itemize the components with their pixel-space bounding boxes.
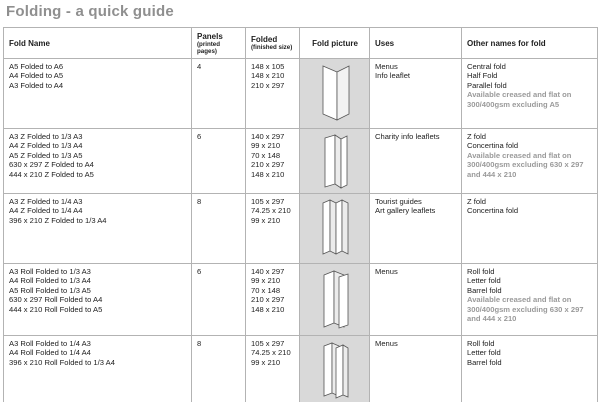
panels-cell: 6 xyxy=(192,129,246,194)
uses-cell xyxy=(370,59,462,129)
fold-name: A3 Roll Folded to 1/4 A3 xyxy=(9,339,91,348)
folded-size: 210 x 297 xyxy=(251,295,285,305)
table-row xyxy=(4,59,598,129)
other-names-cell xyxy=(462,59,598,129)
uses-cell xyxy=(370,194,462,264)
header-folded xyxy=(246,28,300,59)
header-panels-label: Panels xyxy=(197,31,223,41)
fold-name: A4 Roll Folded to 1/4 A4 xyxy=(9,348,91,358)
fold-name: 444 x 210 Roll Folded to A5 xyxy=(9,304,103,314)
folded-size: 148 x 210 xyxy=(251,71,285,81)
use-item: Art gallery leaflets xyxy=(375,206,436,216)
use-item: Info leaflet xyxy=(375,71,411,81)
other-name: Barrel fold xyxy=(467,357,502,367)
other-name: Parallel fold xyxy=(467,80,507,90)
fold-name: A3 Roll Folded to 1/3 A3 xyxy=(9,267,91,276)
z-fold-icon xyxy=(315,132,355,190)
table-row xyxy=(4,336,598,402)
fold-picture-cell xyxy=(300,194,370,264)
other-name: Central fold xyxy=(467,62,506,71)
fold-name: 396 x 210 Roll Folded to 1/3 A4 xyxy=(9,357,115,367)
fold-name: A5 Roll Folded to 1/3 A5 xyxy=(9,285,91,295)
panels-cell: 6 xyxy=(192,264,246,336)
folded-size: 99 x 210 xyxy=(251,215,281,225)
header-folded-sub: (finished size) xyxy=(251,44,293,51)
other-name: Z fold xyxy=(467,197,486,206)
use-item: Tourist guides xyxy=(375,197,422,206)
page-title: Folding - a quick guide xyxy=(6,3,174,20)
fold-name: A3 Z Folded to 1/4 A3 xyxy=(9,197,83,206)
table-row xyxy=(4,264,598,336)
table-row xyxy=(4,129,598,194)
folded-size: 74.25 x 210 xyxy=(251,206,291,216)
folded-size: 70 x 148 xyxy=(251,150,281,160)
header-uses: Uses xyxy=(370,28,462,59)
fold-name-cell xyxy=(4,336,192,402)
header-panels-sub: (printed pages) xyxy=(197,40,221,55)
other-names-cell xyxy=(462,194,598,264)
fold-name: A4 Folded to A5 xyxy=(9,71,64,81)
header-other-names: Other names for fold xyxy=(462,28,598,59)
folded-size-cell xyxy=(246,129,300,194)
use-item: Menus xyxy=(375,62,398,71)
header-fold-name: Fold Name xyxy=(4,28,192,59)
fold-picture-cell xyxy=(300,264,370,336)
fold-name: A4 Roll Folded to 1/3 A4 xyxy=(9,276,91,286)
panels-cell: 4 xyxy=(192,59,246,129)
header-row xyxy=(4,28,598,59)
availability-note: Available creased and flat on 300/400gsm excluding A5 xyxy=(467,90,572,109)
roll-fold-icon xyxy=(315,267,355,329)
other-names-cell xyxy=(462,264,598,336)
concertina-fold-icon xyxy=(315,197,355,259)
fold-name: 444 x 210 Z Folded to A5 xyxy=(9,169,94,179)
folded-size: 99 x 210 xyxy=(251,141,281,151)
fold-picture-cell xyxy=(300,336,370,402)
folded-size: 105 x 297 xyxy=(251,197,285,206)
fold-name: A4 Z Folded to 1/3 A4 xyxy=(9,141,83,151)
roll-fold-4-panel-icon xyxy=(315,339,355,399)
panels-cell: 8 xyxy=(192,194,246,264)
use-item: Charity info leaflets xyxy=(375,132,440,141)
fold-name: A3 Folded to A4 xyxy=(9,80,64,90)
folded-size: 99 x 210 xyxy=(251,357,281,367)
other-name: Roll fold xyxy=(467,339,495,348)
other-name: Concertina fold xyxy=(467,141,519,151)
fold-name: A4 Z Folded to 1/4 A4 xyxy=(9,206,83,216)
other-name: Half Fold xyxy=(467,71,498,81)
folded-size: 148 x 210 xyxy=(251,304,285,314)
folded-size: 74.25 x 210 xyxy=(251,348,291,358)
folded-size-cell xyxy=(246,264,300,336)
folded-size: 99 x 210 xyxy=(251,276,281,286)
folded-size: 148 x 210 xyxy=(251,169,285,179)
fold-picture-cell xyxy=(300,59,370,129)
other-names-cell xyxy=(462,336,598,402)
availability-note: Available creased and flat on 300/400gsm excluding 630 x 297 and 444 x 210 xyxy=(467,150,584,179)
fold-name: A5 Folded to A6 xyxy=(9,62,64,71)
folded-size: 210 x 297 xyxy=(251,80,285,90)
folded-size-cell xyxy=(246,336,300,402)
uses-cell xyxy=(370,129,462,194)
folded-size-cell xyxy=(246,194,300,264)
folded-size: 105 x 297 xyxy=(251,339,285,348)
other-name: Concertina fold xyxy=(467,206,519,216)
folded-size: 70 x 148 xyxy=(251,285,281,295)
other-names-cell xyxy=(462,129,598,194)
uses-cell xyxy=(370,336,462,402)
other-name: Barrel fold xyxy=(467,285,502,295)
availability-note: Available creased and flat on 300/400gsm excluding 630 x 297 and 444 x 210 xyxy=(467,295,584,324)
header-folded-label: Folded xyxy=(251,35,278,44)
fold-name-cell xyxy=(4,264,192,336)
other-name: Z fold xyxy=(467,132,486,141)
fold-name-cell xyxy=(4,194,192,264)
other-name: Roll fold xyxy=(467,267,495,276)
folded-size: 140 x 297 xyxy=(251,267,285,276)
fold-name: 630 x 297 Roll Folded to A4 xyxy=(9,295,103,305)
fold-name-cell xyxy=(4,59,192,129)
half-fold-icon xyxy=(315,62,355,124)
folded-size: 140 x 297 xyxy=(251,132,285,141)
fold-name: 396 x 210 Z Folded to 1/3 A4 xyxy=(9,215,107,225)
header-fold-picture: Fold picture xyxy=(300,28,370,59)
header-panels xyxy=(192,28,246,59)
use-item: Menus xyxy=(375,339,398,348)
folded-size-cell xyxy=(246,59,300,129)
use-item: Menus xyxy=(375,267,398,276)
table-row xyxy=(4,194,598,264)
uses-cell xyxy=(370,264,462,336)
fold-name-cell xyxy=(4,129,192,194)
panels-cell: 8 xyxy=(192,336,246,402)
fold-name: A3 Z Folded to 1/3 A3 xyxy=(9,132,83,141)
fold-name: 630 x 297 Z Folded to A4 xyxy=(9,160,94,170)
fold-picture-cell xyxy=(300,129,370,194)
fold-name: A5 Z Folded to 1/3 A5 xyxy=(9,150,83,160)
fold-guide-table xyxy=(3,27,598,402)
folded-size: 210 x 297 xyxy=(251,160,285,170)
folded-size: 148 x 105 xyxy=(251,62,285,71)
other-name: Letter fold xyxy=(467,276,501,286)
other-name: Letter fold xyxy=(467,348,501,358)
